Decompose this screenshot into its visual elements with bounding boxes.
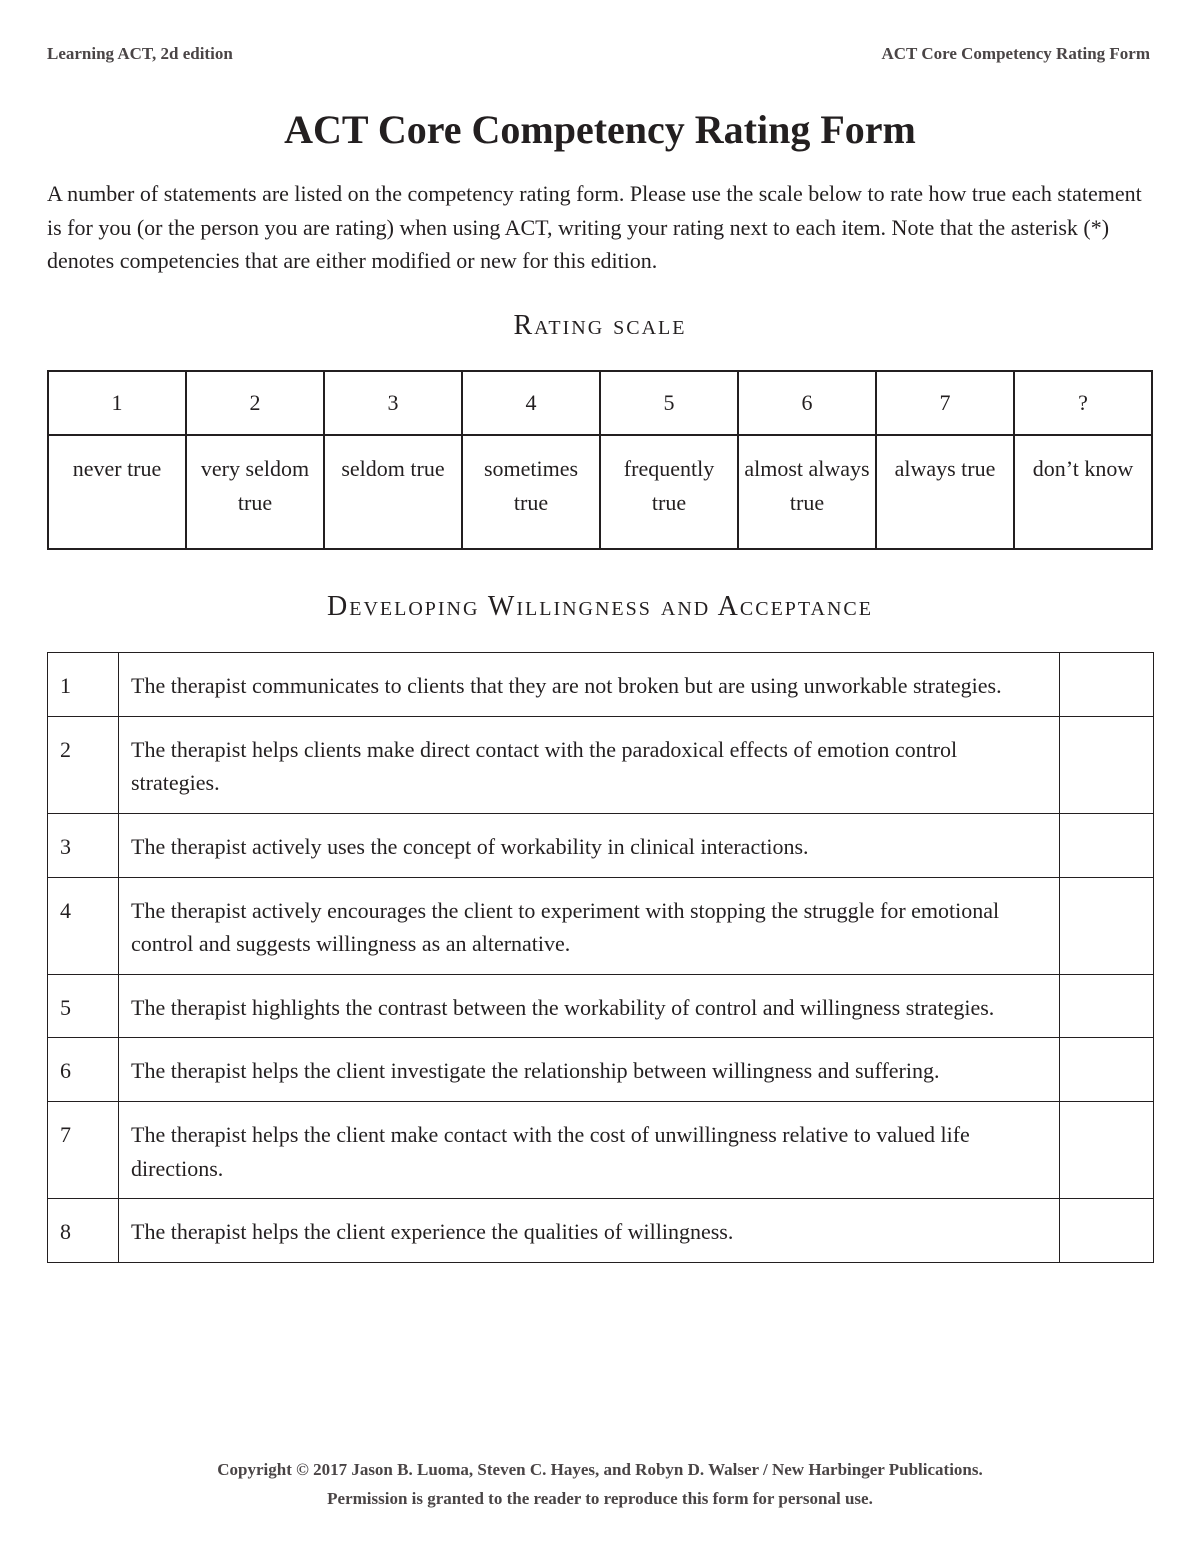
- rating-cell[interactable]: [1060, 1102, 1154, 1199]
- scale-number: 6: [738, 371, 876, 435]
- rating-cell[interactable]: [1060, 1199, 1154, 1263]
- scale-label: never true: [48, 435, 186, 549]
- scale-label-row: [48, 435, 1152, 549]
- item-number: 3: [48, 813, 119, 877]
- item-statement: The therapist helps the client make contact with the cost of unwillingness relative to valued life directions.: [119, 1102, 1060, 1199]
- table-row: [48, 877, 1154, 974]
- intro-paragraph: A number of statements are listed on the competency rating form. Please use the scale below to rate how true each statement is for you (or the person you are rating) when using ACT, writing your rating next to each item. Note that the asterisk (*) denotes competencies that are either modified or new for this edition.: [47, 181, 1142, 273]
- rating-cell[interactable]: [1060, 653, 1154, 717]
- rating-scale-heading: Rating scale: [513, 310, 687, 341]
- scale-label: seldom true: [324, 435, 462, 549]
- rating-cell[interactable]: [1060, 1038, 1154, 1102]
- item-statement: The therapist helps the client investigate the relationship between willingness and suffering.: [119, 1038, 1060, 1102]
- item-statement: The therapist actively uses the concept of workability in clinical interactions.: [119, 813, 1060, 877]
- item-statement: The therapist communicates to clients that they are not broken but are using unworkable strategies.: [119, 653, 1060, 717]
- table-row: [48, 974, 1154, 1038]
- scale-number: 7: [876, 371, 1014, 435]
- copyright-line: Copyright © 2017 Jason B. Luoma, Steven C. Hayes, and Robyn D. Walser / New Harbinger Publications.: [217, 1460, 983, 1479]
- scale-label: almost always true: [738, 435, 876, 549]
- table-row: [48, 716, 1154, 813]
- rating-cell[interactable]: [1060, 716, 1154, 813]
- item-statement: The therapist helps the client experience the qualities of willingness.: [119, 1199, 1060, 1263]
- scale-label: always true: [876, 435, 1014, 549]
- running-header: [47, 44, 1150, 64]
- item-number: 2: [48, 716, 119, 813]
- item-statement: The therapist helps clients make direct contact with the paradoxical effects of emotion control strategies.: [119, 716, 1060, 813]
- scale-number: ?: [1014, 371, 1152, 435]
- scale-label: don’t know: [1014, 435, 1152, 549]
- item-number: 5: [48, 974, 119, 1038]
- scale-number: 3: [324, 371, 462, 435]
- competency-items-table: [47, 652, 1154, 1263]
- page-title: ACT Core Competency Rating Form: [284, 107, 916, 152]
- table-row: [48, 1102, 1154, 1199]
- rating-cell[interactable]: [1060, 877, 1154, 974]
- item-number: 6: [48, 1038, 119, 1102]
- scale-number: 4: [462, 371, 600, 435]
- page-footer: [0, 1455, 1200, 1513]
- table-row: [48, 1199, 1154, 1263]
- section-heading: Developing Willingness and Acceptance: [327, 591, 873, 622]
- rating-cell[interactable]: [1060, 813, 1154, 877]
- item-number: 7: [48, 1102, 119, 1199]
- scale-label: sometimes true: [462, 435, 600, 549]
- item-number: 1: [48, 653, 119, 717]
- permission-line: Permission is granted to the reader to reproduce this form for personal use.: [327, 1489, 873, 1508]
- item-statement: The therapist highlights the contrast between the workability of control and willingness strategies.: [119, 974, 1060, 1038]
- item-number: 8: [48, 1199, 119, 1263]
- scale-number: 1: [48, 371, 186, 435]
- table-row: [48, 813, 1154, 877]
- table-row: [48, 1038, 1154, 1102]
- rating-scale-table: [47, 370, 1153, 550]
- rating-cell[interactable]: [1060, 974, 1154, 1038]
- header-book-title: Learning ACT, 2d edition: [47, 44, 233, 63]
- table-row: [48, 653, 1154, 717]
- scale-label: very seldom true: [186, 435, 324, 549]
- header-form-title: ACT Core Competency Rating Form: [881, 44, 1150, 63]
- scale-label: frequently true: [600, 435, 738, 549]
- scale-number-row: [48, 371, 1152, 435]
- item-statement: The therapist actively encourages the client to experiment with stopping the struggle for emotional control and suggests willingness as an alternative.: [119, 877, 1060, 974]
- scale-number: 5: [600, 371, 738, 435]
- scale-number: 2: [186, 371, 324, 435]
- item-number: 4: [48, 877, 119, 974]
